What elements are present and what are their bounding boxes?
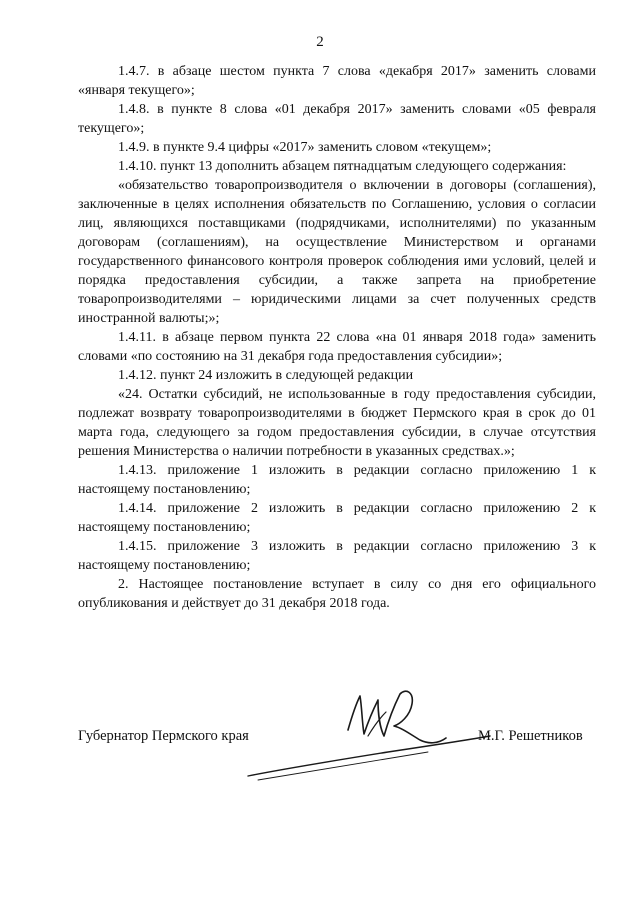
- signature-title: Губернатор Пермского края: [78, 728, 249, 744]
- paragraph-1-4-15: 1.4.15. приложение 3 изложить в редакции согласно приложению 3 к настоящему постановлению;: [78, 539, 596, 573]
- handwritten-signature: [228, 678, 498, 788]
- paragraph-1-4-14: 1.4.14. приложение 2 изложить в редакции согласно приложению 2 к настоящему постановлению;: [78, 501, 596, 535]
- paragraph-quote-obligation: «обязательство товаропроизводителя о включении в договоры (соглашения), заключенные в целях исполнения обязательств по Соглашению, условия о согласии лиц, являющихся поставщиками (подрядчиками, исполнителями) по указанным договорам (соглашениям), на осуществление Министерством и органами государственного финансового контроля проверок соблюдения ими условий, целей и порядка предоставления субсидии, а также запрета на приобретение товаропроизводителями – юридическими лицами за счет полученных средств иностранной валюты;»;: [78, 178, 596, 326]
- page-number: 2: [316, 34, 324, 50]
- paragraph-2: 2. Настоящее постановление вступает в силу со дня его официального опубликования и действует до 31 декабря 2018 года.: [78, 577, 596, 611]
- paragraph-1-4-7: 1.4.7. в абзаце шестом пункта 7 слова «декабря 2017» заменить словами «января текущего»;: [78, 64, 596, 98]
- document-body: [78, 62, 596, 613]
- paragraph-1-4-12: 1.4.12. пункт 24 изложить в следующей редакции: [118, 368, 414, 383]
- paragraph-1-4-13: 1.4.13. приложение 1 изложить в редакции согласно приложению 1 к настоящему постановлению;: [78, 463, 596, 497]
- paragraph-1-4-9: 1.4.9. в пункте 9.4 цифры «2017» заменить словом «текущем»;: [118, 140, 492, 155]
- paragraph-1-4-11: 1.4.11. в абзаце первом пункта 22 слова «на 01 января 2018 года» заменить словами «по состоянию на 31 декабря года предоставления субсидии»;: [78, 330, 596, 364]
- paragraph-quote-24: «24. Остатки субсидий, не использованные в году предоставления субсидии, подлежат возврату товаропроизводителями в бюджет Пермского края в срок до 01 марта года, следующего за годом предоставления субсидии, в случае отсутствия решения Министерства о наличии потребности в указанных средствах.»;: [78, 387, 596, 459]
- signatory-name: М.Г. Решетников: [478, 728, 583, 744]
- paragraph-1-4-10: 1.4.10. пункт 13 дополнить абзацем пятнадцатым следующего содержания:: [118, 159, 567, 174]
- paragraph-1-4-8: 1.4.8. в пункте 8 слова «01 декабря 2017» заменить словами «05 февраля текущего»;: [78, 102, 596, 136]
